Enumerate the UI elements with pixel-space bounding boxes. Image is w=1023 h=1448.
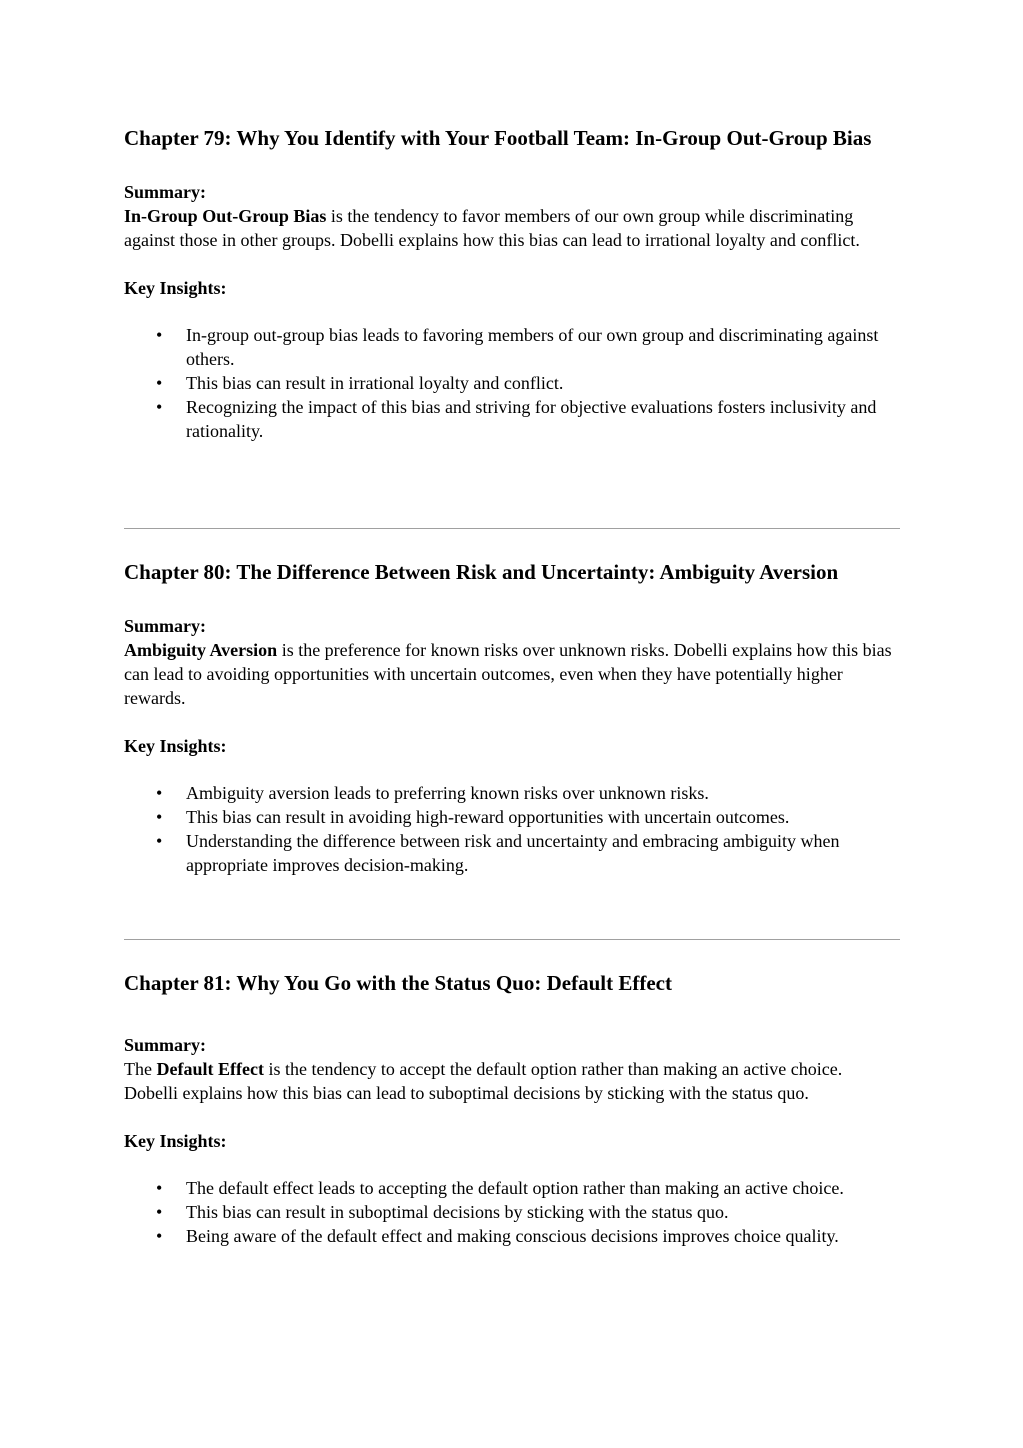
summary-term: Default Effect <box>156 1059 264 1079</box>
summary-body: is the preference for known risks over unknown risks. Dobelli explains how this bias can lead to avoiding opportunities with uncertain outcomes, even when they have potentially higher rewards. <box>124 640 892 708</box>
list-item: • The default effect leads to accepting the default option rather than making an active choice. <box>124 1176 900 1200</box>
summary-body: is the tendency to favor members of our own group while discriminating against those in other groups. Dobelli explains how this bias can lead to irrational loyalty and conflict. <box>124 206 860 250</box>
list-item: • Recognizing the impact of this bias and striving for objective evaluations fosters inclusivity and rationality. <box>124 395 900 443</box>
list-item: • In-group out-group bias leads to favoring members of our own group and discriminating against others. <box>124 323 900 371</box>
section-divider <box>124 528 900 529</box>
chapter-title: Chapter 79: Why You Identify with Your Football Team: In-Group Out-Group Bias <box>124 126 872 150</box>
summary-text <box>124 1057 900 1105</box>
insights-list <box>124 323 900 443</box>
key-insights-label: Key Insights: <box>124 278 227 298</box>
summary-label: Summary: <box>124 1035 206 1055</box>
summary-body: is the tendency to accept the default option rather than making an active choice. Dobelli explains how this bias can lead to suboptimal decisions by sticking with the status quo. <box>124 1059 843 1103</box>
list-item: • This bias can result in suboptimal decisions by sticking with the status quo. <box>124 1200 900 1224</box>
summary-label: Summary: <box>124 616 206 636</box>
insights-list <box>124 781 900 877</box>
section-divider <box>124 939 900 940</box>
chapter-81 <box>124 969 900 1248</box>
chapter-title: Chapter 80: The Difference Between Risk and Uncertainty: Ambiguity Aversion <box>124 560 839 584</box>
summary-prefix: The <box>124 1059 157 1079</box>
list-item: • Understanding the difference between risk and uncertainty and embracing ambiguity when appropriate improves decision-making. <box>124 829 900 877</box>
list-item: • Ambiguity aversion leads to preferring known risks over unknown risks. <box>124 781 900 805</box>
key-insights-label: Key Insights: <box>124 1131 227 1151</box>
list-item: • This bias can result in irrational loyalty and conflict. <box>124 371 900 395</box>
insights-list <box>124 1176 900 1248</box>
chapter-title: Chapter 81: Why You Go with the Status Quo: Default Effect <box>124 971 672 995</box>
summary-text <box>124 638 900 710</box>
summary-term: Ambiguity Aversion <box>124 640 278 660</box>
chapter-79 <box>124 124 900 443</box>
summary-text <box>124 204 900 252</box>
summary-term: In-Group Out-Group Bias <box>124 206 327 226</box>
summary-label: Summary: <box>124 182 206 202</box>
key-insights-label: Key Insights: <box>124 736 227 756</box>
list-item: • This bias can result in avoiding high-reward opportunities with uncertain outcomes. <box>124 805 900 829</box>
list-item: • Being aware of the default effect and making conscious decisions improves choice quality. <box>124 1224 900 1248</box>
chapter-80 <box>124 558 900 877</box>
